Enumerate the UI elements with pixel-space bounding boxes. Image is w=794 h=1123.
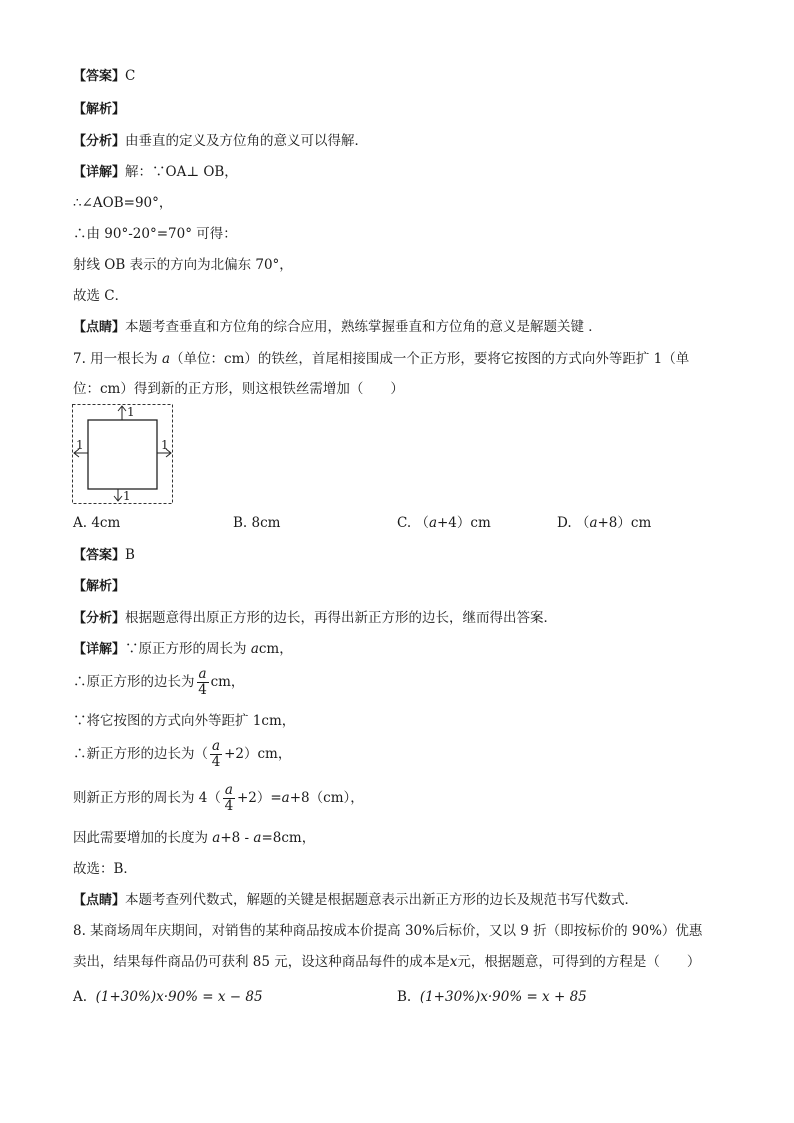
q8-option-a[interactable] <box>73 988 263 1006</box>
q7-stem-part: 7. 用一根长为 <box>73 351 162 367</box>
q7-step-3: ∵将它按图的方式向外等距扩 1cm， <box>73 713 296 729</box>
fraction-numerator: a <box>224 782 233 798</box>
fraction-numerator: a <box>212 738 221 754</box>
fenxi-text: 根据题意得出原正方形的边长，再得出新正方形的边长，继而得出答案． <box>125 610 558 626</box>
answer-tag: 【答案】 <box>73 69 126 84</box>
q7-step-6 <box>73 829 315 847</box>
step-text: +2）cm， <box>224 746 292 762</box>
q7-stem-var: a <box>161 351 171 367</box>
step-text: ∴新正方形的边长为（ <box>73 746 208 762</box>
step-text: +8 - <box>220 830 254 846</box>
fraction-a-over-4 <box>210 739 222 770</box>
q6-fenxi-line <box>73 132 368 151</box>
comment-text: 本题考查列代数式，解题的关键是根据题意表示出新正方形的边长及规范书写代数式． <box>125 892 639 908</box>
q7-option-b[interactable]: B. 8cm <box>233 515 281 531</box>
q7-step-5 <box>73 783 364 814</box>
label-top: 1 <box>127 405 135 419</box>
step-var: a <box>281 790 290 806</box>
q8-option-b[interactable] <box>397 988 587 1006</box>
step-text: 因此需要增加的长度为 <box>73 830 213 846</box>
analysis-tag: 【解析】 <box>73 579 126 594</box>
q7-stem-line-1 <box>73 350 689 368</box>
option-c-pre: C. （ <box>397 515 429 531</box>
label-right: 1 <box>161 438 169 452</box>
q8-stem-part: 卖出，结果每件商品仍可获利 85 元，设这种商品每件的成本是 <box>73 954 450 970</box>
detail-tag: 【详解】 <box>73 642 126 657</box>
q6-step-3: ∴由 90°-20°=70° 可得： <box>73 226 237 242</box>
comment-tag: 【点睛】 <box>73 893 126 908</box>
fenxi-text: 由垂直的定义及方位角的意义可以得解． <box>125 133 369 149</box>
label-left: 1 <box>76 438 84 452</box>
q7-option-d[interactable] <box>557 514 651 532</box>
detail-var: a <box>250 641 259 657</box>
q6-step-4: 射线 OB 表示的方向为北偏东 70°， <box>73 257 293 273</box>
square-expansion-figure <box>72 404 176 506</box>
inner-square <box>88 420 157 489</box>
option-c-post: +4）cm <box>437 515 491 531</box>
step-text: +8（cm）， <box>289 790 364 806</box>
q8-stem-line-2 <box>73 953 700 971</box>
q6-answer-line <box>73 67 135 86</box>
q7-fenxi-line <box>73 609 557 628</box>
option-c-var: a <box>428 515 437 531</box>
answer-value: B <box>125 547 135 563</box>
q7-option-c[interactable] <box>397 514 491 532</box>
step-var: a <box>253 830 262 846</box>
q7-analysis-heading <box>73 577 125 596</box>
q6-analysis-heading <box>73 100 125 119</box>
step-text: ∴原正方形的边长为 <box>73 674 195 690</box>
option-d-pre: D. （ <box>557 515 590 531</box>
q7-stem-part: （单位：cm）的铁丝，首尾相接围成一个正方形，要将它按图的方式向外等距扩 1（单 <box>170 351 690 367</box>
step-text: 则新正方形的周长为 4（ <box>73 790 221 806</box>
detail-text: cm， <box>258 641 293 657</box>
q7-comment-line <box>73 891 638 910</box>
fraction-a-over-4 <box>223 783 235 814</box>
detail-text: 解：∵OA⊥ OB， <box>125 164 238 180</box>
option-label: B. <box>397 989 412 1005</box>
q8-stem-line-1: 8. 某商场周年庆期间，对销售的某种商品按成本价提高 30%后标价，又以 9 折（即按标价的 90%）优惠 <box>73 923 703 939</box>
comment-text: 本题考查垂直和方位角的综合应用，熟练掌握垂直和方位角的意义是解题关键 ． <box>125 319 602 335</box>
q6-detail-line <box>73 163 238 182</box>
fraction-denominator: 4 <box>211 754 221 770</box>
answer-value: C <box>125 68 136 84</box>
step-text: +2）= <box>236 790 282 806</box>
q7-answer-line <box>73 546 135 565</box>
analysis-tag: 【解析】 <box>73 102 126 117</box>
option-d-post: +8）cm <box>597 515 652 531</box>
fraction-denominator: 4 <box>224 798 234 814</box>
q7-option-a[interactable]: A. 4cm <box>73 515 121 531</box>
step-text: =8cm， <box>261 830 316 846</box>
q7-step-7: 故选：B． <box>73 861 137 877</box>
option-equation: (1+30%)x·90% = x + 85 <box>419 989 587 1005</box>
q7-step-4 <box>73 739 291 770</box>
q6-step-5: 故选 C． <box>73 288 129 304</box>
comment-tag: 【点睛】 <box>73 320 126 335</box>
detail-text: ∵原正方形的周长为 <box>125 641 251 657</box>
q7-step-2 <box>73 667 244 698</box>
option-d-var: a <box>589 515 598 531</box>
fraction-numerator: a <box>198 666 207 682</box>
step-text: cm， <box>210 674 245 690</box>
q6-comment-line <box>73 318 602 337</box>
q8-stem-var: x <box>449 954 458 970</box>
q7-detail-line <box>73 640 293 659</box>
fraction-a-over-4 <box>197 667 209 698</box>
fenxi-tag: 【分析】 <box>73 611 126 626</box>
q6-step-2: ∴∠AOB=90°， <box>73 195 173 211</box>
fenxi-tag: 【分析】 <box>73 134 126 149</box>
step-var: a <box>212 830 221 846</box>
q7-stem-line-2: 位：cm）得到新的正方形，则这根铁丝需增加（ ） <box>73 381 404 397</box>
option-equation: (1+30%)x·90% = x − 85 <box>95 989 263 1005</box>
answer-tag: 【答案】 <box>73 548 126 563</box>
fraction-denominator: 4 <box>198 682 207 698</box>
q8-stem-part: 元，根据题意，可得到的方程是（ ） <box>457 954 701 970</box>
option-label: A. <box>73 989 88 1005</box>
label-bottom: 1 <box>123 489 131 503</box>
detail-tag: 【详解】 <box>73 165 126 180</box>
